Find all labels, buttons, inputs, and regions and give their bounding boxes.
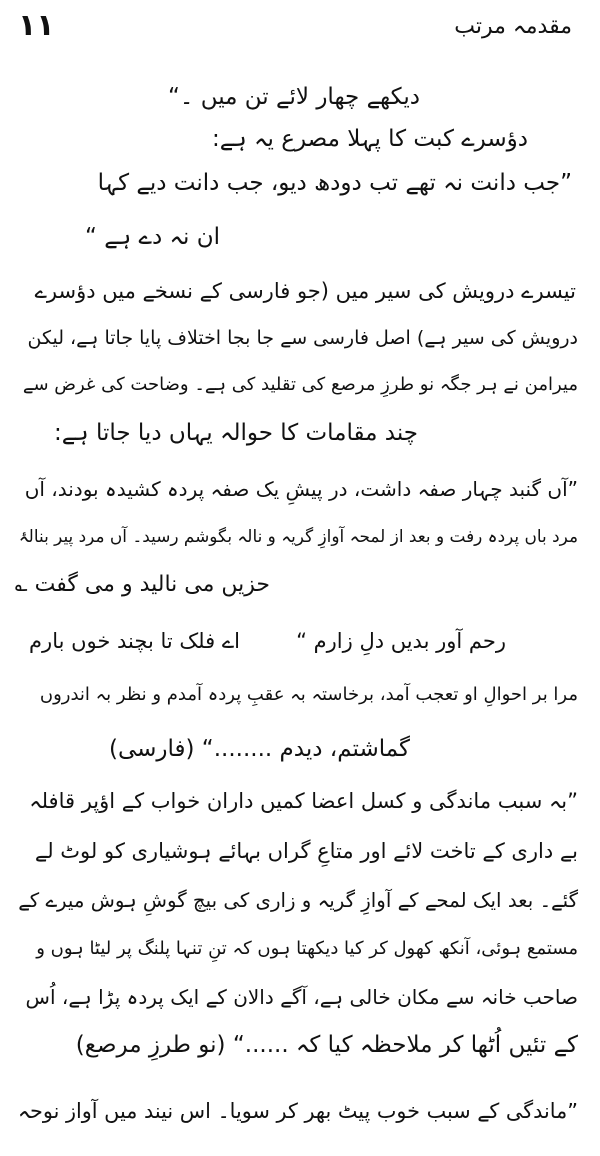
text-line: ”بہ سبب ماندگی و کسل اعضا کمیں داران خواب کے اؤپر قافلہ: [29, 789, 578, 813]
text-line: مرد باں پردہ رفت و بعد از لمحہ آوازِ گریہ و نالہ بگوشم رسید۔ آں مرد پیر بنالۂ: [18, 526, 578, 546]
text-line: گماشتم، دیدم ........“ (فارسی): [109, 736, 410, 762]
running-title: مقدمہ مرتب: [454, 14, 572, 39]
text-line: کے تئیں اُٹھا کر ملاحظہ کیا کہ ......“ (نو طرزِ مرصع): [75, 1032, 578, 1058]
text-line: دیکھے چھار لائے تن میں ۔“: [168, 84, 420, 110]
text-line: دؤسرے کبت کا پہلا مصرع یہ ہے:: [212, 126, 528, 152]
text-line: گئے۔ بعد ایک لمحے کے آوازِ گریہ و زاری کی بیچ گوشِ ہوش میرے کے: [18, 889, 578, 912]
text-line: حزیں می نالید و می گفت ؎: [14, 572, 270, 597]
verse-first-hemistich: اے فلک تا بچند خوں بارم: [29, 629, 240, 653]
text-line: مستمع ہوئی، آنکھ کھول کر کیا دیکھتا ہوں کہ تنِ تنہا پلنگ پر لیٹا ہوں و: [36, 938, 578, 959]
page-number: ۱۱: [18, 8, 55, 43]
text-line: چند مقامات کا حوالہ یہاں دیا جاتا ہے:: [53, 420, 418, 446]
verse-second-hemistich: رحم آور بدیں دلِ زارم “: [296, 629, 506, 653]
text-line: ”جب دانت نہ تھے تب دودھ دیو، جب دانت دیے کہا: [97, 170, 572, 196]
text-line: ان نہ دے ہے “: [85, 224, 220, 250]
text-line: میرامن نے ہر جگہ نو طرزِ مرصع کی تقلید کی ہے۔ وضاحت کی غرض سے: [22, 374, 578, 395]
text-line: درویش کی سیر ہے) اصل فارسی سے جا بجا اختلاف پایا جاتا ہے، لیکن: [27, 327, 578, 349]
text-line: ”آں گنبد چہار صفہ داشت، در پیشِ یک صفہ پردہ کشیدہ بودند، آں: [24, 477, 578, 501]
text-line: ”ماندگی کے سبب خوب پیٹ بھر کر سویا۔ اس نیند میں آواز نوحہ: [17, 1099, 578, 1123]
text-line: بے داری کے تاخت لائے اور متاعِ گراں بہائے ہوشیاری کو لوٹ لے: [34, 839, 578, 863]
text-line: صاحب خانہ سے مکان خالی ہے، آگے دالان کے ایک پردہ پڑا ہے، اُس: [25, 985, 578, 1009]
text-line: تیسرے درویش کی سیر میں (جو فارسی کے نسخے میں دؤسرے: [34, 279, 576, 303]
text-line: مرا بر احوالِ او تعجب آمد، برخاستہ بہ عقبِ پردہ آمدم و نظر بہ اندروں: [39, 684, 578, 705]
